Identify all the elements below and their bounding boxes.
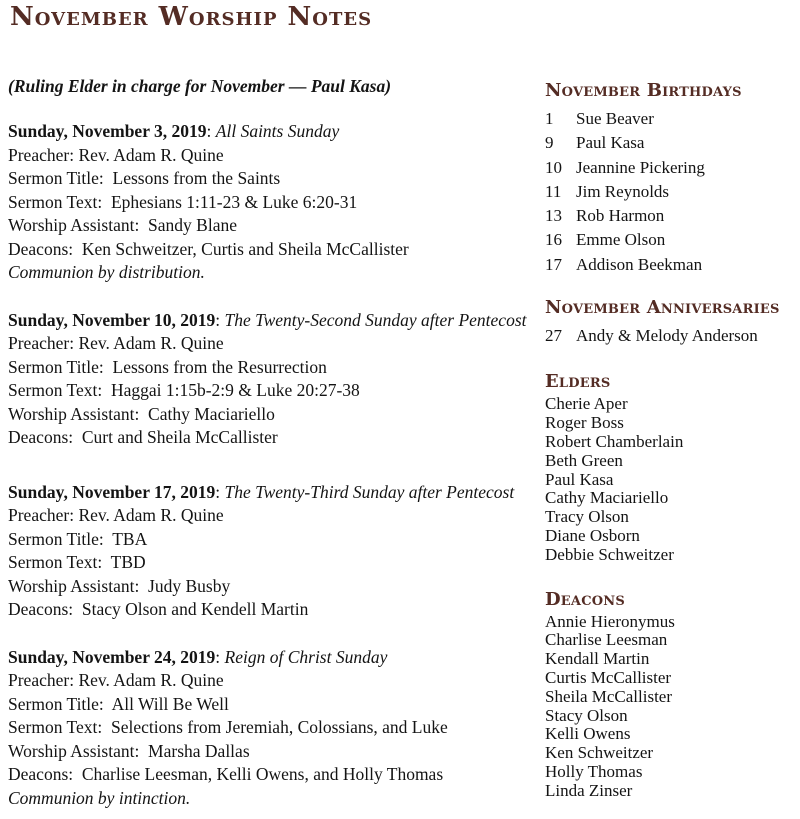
birthday-entry	[545, 156, 800, 180]
birthday-day: 11	[545, 181, 562, 201]
deacon-name: Ken Schweitzer	[545, 743, 654, 763]
worship-assistant-line: Worship Assistant: Sandy Blane	[8, 215, 238, 235]
preacher-line: Preacher: Rev. Adam R. Quine	[8, 333, 224, 353]
worship-schedule-column	[8, 74, 553, 810]
communion-note: Communion by distribution.	[8, 262, 205, 282]
service-date: Sunday, November 10, 2019	[8, 309, 216, 330]
deacon-name: Kendall Martin	[545, 649, 650, 669]
ruling-elder-note: (Ruling Elder in charge for November — Paul Kasa)	[8, 76, 392, 96]
deacons-line: Deacons: Stacy Olson and Kendell Martin	[8, 599, 309, 619]
sermon-text-line: Sermon Text: TBD	[8, 552, 146, 572]
birthday-day: 10	[545, 157, 562, 177]
separator: :	[206, 121, 216, 141]
service-name: The Twenty-Second Sunday after Pentecost	[224, 309, 527, 330]
service-name: The Twenty-Third Sunday after Pentecost	[224, 481, 515, 502]
rosters-column	[545, 81, 800, 801]
birthday-day: 9	[545, 133, 554, 153]
birthday-name: Paul Kasa	[576, 133, 645, 153]
sermon-title-line: Sermon Title: Lessons from the Resurrection	[8, 356, 327, 377]
birthday-name: Jeannine Pickering	[576, 157, 705, 177]
deacon-name: Linda Zinser	[545, 780, 633, 800]
anniversaries-list	[545, 324, 800, 348]
elder-name: Tracy Olson	[545, 507, 629, 527]
sermon-text-line: Sermon Text: Selections from Jeremiah, Colossians, and Luke	[8, 717, 448, 737]
birthday-name: Rob Harmon	[576, 206, 665, 226]
service-name: All Saints Sunday	[215, 121, 340, 141]
service-date: Sunday, November 17, 2019	[8, 481, 216, 502]
service-section-nov-17	[8, 481, 553, 622]
birthday-day: 13	[545, 206, 562, 226]
birthday-entry	[545, 131, 800, 155]
sermon-title-line: Sermon Title: All Will Be Well	[8, 693, 229, 714]
birthday-name: Jim Reynolds	[576, 181, 670, 201]
service-name: Reign of Christ Sunday	[224, 646, 388, 667]
birthday-day: 17	[545, 254, 562, 274]
birthday-entry	[545, 180, 800, 204]
service-date: Sunday, November 24, 2019	[8, 646, 216, 667]
deacon-name: Curtis McCallister	[545, 667, 672, 687]
service-section-nov-3	[8, 120, 553, 285]
birthday-entry	[545, 228, 800, 252]
page-title: November Worship Notes	[10, 2, 373, 32]
elders-list	[545, 395, 800, 564]
deacon-name: Charlise Leesman	[545, 630, 668, 650]
birthdays-heading: November Birthdays	[545, 80, 742, 101]
birthday-name: Emme Olson	[576, 230, 666, 250]
elder-name: Robert Chamberlain	[545, 431, 684, 451]
anniversary-day: 27	[545, 326, 562, 346]
elder-name: Cherie Aper	[545, 394, 628, 414]
elder-name: Cathy Maciariello	[545, 488, 669, 508]
preacher-line: Preacher: Rev. Adam R. Quine	[8, 505, 224, 525]
communion-note: Communion by intinction.	[8, 787, 191, 808]
preacher-line: Preacher: Rev. Adam R. Quine	[8, 670, 224, 690]
sermon-text-line: Sermon Text: Ephesians 1:11-23 & Luke 6:20-31	[8, 191, 358, 212]
elders-heading: Elders	[545, 371, 611, 393]
elder-name: Roger Boss	[545, 413, 624, 433]
deacon-name: Stacy Olson	[545, 705, 628, 725]
service-heading	[8, 120, 553, 144]
birthday-day: 1	[545, 109, 554, 128]
worship-assistant-line: Worship Assistant: Marsha Dallas	[8, 740, 250, 761]
sermon-title-line: Sermon Title: Lessons from the Saints	[8, 168, 281, 188]
anniversary-entry	[545, 324, 800, 348]
elder-name: Beth Green	[545, 450, 623, 470]
sermon-title-line: Sermon Title: TBA	[8, 528, 148, 549]
anniversary-name: Andy & Melody Anderson	[576, 326, 758, 346]
birthday-entry	[545, 204, 800, 228]
service-heading	[8, 481, 553, 505]
worship-assistant-line: Worship Assistant: Judy Busby	[8, 575, 231, 596]
sermon-text-line: Sermon Text: Haggai 1:15b-2:9 & Luke 20:27-38	[8, 380, 360, 400]
elder-name: Paul Kasa	[545, 469, 614, 489]
elder-name: Diane Osborn	[545, 525, 640, 545]
deacons-line: Deacons: Charlise Leesman, Kelli Owens, and Holly Thomas	[8, 764, 444, 784]
birthday-name: Addison Beekman	[576, 254, 703, 274]
elder-name: Debbie Schweitzer	[545, 544, 674, 564]
deacons-line: Deacons: Ken Schweitzer, Curtis and Sheila McCallister	[8, 238, 409, 259]
service-date: Sunday, November 3, 2019	[8, 121, 207, 141]
birthday-entry	[545, 253, 800, 277]
deacons-heading: Deacons	[545, 588, 625, 610]
service-section-nov-10	[8, 309, 553, 450]
worship-assistant-line: Worship Assistant: Cathy Maciariello	[8, 403, 275, 424]
deacons-line: Deacons: Curt and Sheila McCallister	[8, 427, 278, 447]
separator: :	[215, 309, 225, 330]
separator: :	[215, 646, 225, 667]
separator: :	[215, 481, 225, 502]
deacon-name: Kelli Owens	[545, 724, 631, 744]
birthday-name: Sue Beaver	[576, 109, 654, 128]
birthday-day: 16	[545, 230, 562, 250]
anniversaries-heading: November Anniversaries	[545, 297, 780, 319]
service-section-nov-24	[8, 646, 553, 811]
service-heading	[8, 309, 553, 333]
birthdays-list	[545, 107, 800, 277]
deacon-name: Holly Thomas	[545, 761, 643, 781]
deacon-name: Sheila McCallister	[545, 686, 673, 706]
deacons-list	[545, 613, 800, 801]
deacon-name: Annie Hieronymus	[545, 611, 675, 631]
service-heading	[8, 646, 553, 670]
birthday-entry	[545, 107, 800, 131]
preacher-line: Preacher: Rev. Adam R. Quine	[8, 144, 224, 165]
